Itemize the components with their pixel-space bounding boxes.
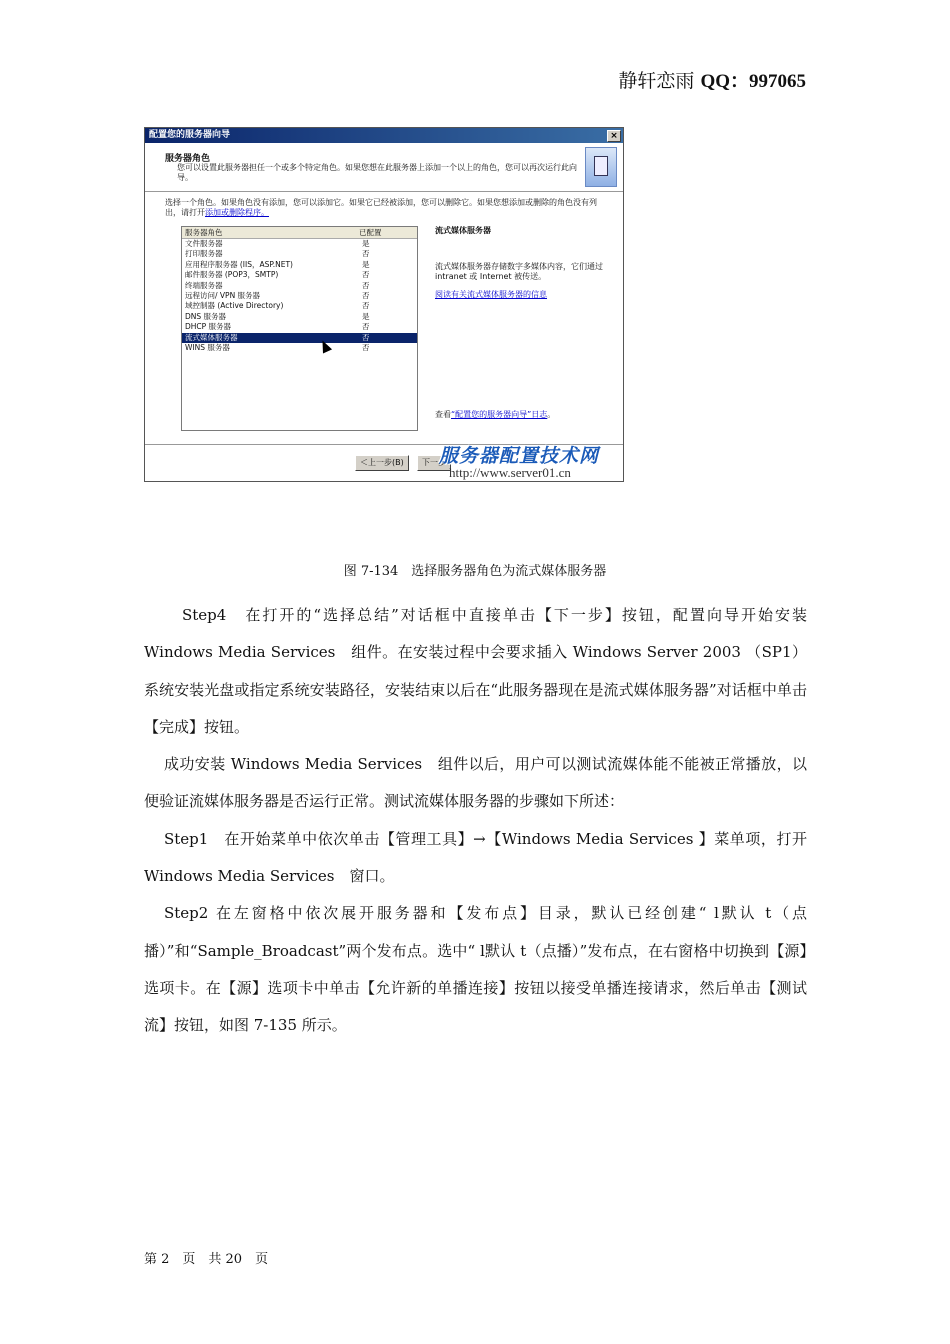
- column-role[interactable]: 服务器角色: [185, 228, 223, 237]
- close-icon[interactable]: ×: [607, 130, 621, 142]
- header-name: 静轩恋雨: [618, 70, 695, 92]
- role-name: 终端服务器: [185, 280, 223, 290]
- instruction-text: [165, 198, 605, 218]
- wizard-screenshot: [144, 127, 624, 482]
- list-item[interactable]: [182, 291, 417, 301]
- server-wizard-icon: [585, 147, 617, 187]
- add-remove-programs-link[interactable]: 添加或删除程序。: [205, 208, 269, 217]
- window-titlebar: [145, 128, 623, 143]
- watermark-url: http://www.server01.cn: [449, 465, 571, 480]
- paragraph: Step1 在开始菜单中依次单击【管理工具】→【Windows Media Services 】菜单项，打开 Windows Media Services 窗口。: [144, 829, 807, 886]
- list-item[interactable]: [182, 270, 417, 280]
- roles-list[interactable]: [181, 226, 418, 431]
- list-item[interactable]: [182, 301, 417, 311]
- back-button[interactable]: ＜上一步(B): [355, 455, 409, 471]
- panel-title: 流式媒体服务器: [435, 226, 491, 235]
- log-prefix: 查看: [435, 410, 451, 419]
- role-name: DNS 服务器: [185, 311, 227, 321]
- role-configured: 否: [362, 342, 370, 352]
- figure-caption: 图 7-134 选择服务器角色为流式媒体服务器: [343, 564, 607, 579]
- paragraph: Step4 在打开的“选择总结”对话框中直接单击【下一步】按钮，配置向导开始安装 Windows Media Services 组件。在安装过程中会要求插入 Windows Server 2003 （SP1）系统安装光盘或指定系统安装路径，安装结束以后在“此服务器现在是流式媒体服务器”对话框中单击【完成】按钮。: [144, 606, 807, 736]
- page-header: [618, 66, 806, 93]
- paragraph: 成功安装 Windows Media Services 组件以后，用户可以测试流媒体能不能被正常播放，以便验证流媒体服务器是否运行正常。测试流媒体服务器的步骤如下所述：: [144, 755, 807, 811]
- role-configured: 否: [362, 249, 370, 259]
- section-title: 服务器角色: [165, 154, 211, 164]
- list-item[interactable]: [182, 260, 417, 270]
- role-name: 域控制器 (Active Directory): [185, 301, 284, 311]
- role-configured: 否: [362, 332, 370, 342]
- role-name: 文件服务器: [185, 239, 223, 248]
- next-button[interactable]: 下一步: [417, 455, 451, 471]
- role-configured: 否: [362, 301, 370, 311]
- list-header: [182, 227, 417, 239]
- role-configured: 是: [362, 311, 370, 321]
- log-text: [435, 410, 605, 420]
- role-name: 打印服务器: [185, 249, 223, 259]
- header-qq: QQ：997065: [700, 71, 806, 92]
- log-suffix: 。: [547, 410, 556, 419]
- list-item-selected[interactable]: [182, 333, 417, 343]
- list-item[interactable]: [182, 239, 417, 249]
- list-item[interactable]: [182, 343, 417, 353]
- list-item[interactable]: [182, 322, 417, 332]
- body-text: [144, 597, 807, 1045]
- wizard-log-link[interactable]: “配置您的服务器向导”日志: [451, 410, 548, 419]
- list-item[interactable]: [182, 281, 417, 291]
- watermark-title: 服务器配置技术网: [439, 445, 600, 467]
- role-name: 远程访问/ VPN 服务器: [185, 290, 261, 300]
- page-footer: 第 2 页 共 20 页: [144, 1252, 269, 1267]
- list-item[interactable]: [182, 312, 417, 322]
- role-configured: 是: [362, 259, 370, 269]
- role-name: DHCP 服务器: [185, 322, 232, 332]
- section-description: 您可以设置此服务器担任一个或多个特定角色。如果您想在此服务器上添加一个以上的角色，您可以再次运行此向导。: [177, 163, 577, 182]
- role-info-panel: [435, 226, 605, 300]
- role-configured: 是: [362, 239, 370, 248]
- window-title: 配置您的服务器向导: [149, 130, 231, 140]
- read-more-link[interactable]: 阅读有关流式媒体服务器的信息: [435, 290, 547, 299]
- column-configured[interactable]: 已配置: [359, 228, 382, 237]
- role-configured: 否: [362, 270, 370, 280]
- role-configured: 否: [362, 290, 370, 300]
- paragraph: Step2 在左窗格中依次展开服务器和【发布点】目录，默认已经创建“ l默认 t（点播）”和“Sample_Broadcast”两个发布点。选中“ l默认 t（点播）”发布点，在右窗格中切换到【源】选项卡。在【源】选项卡中单击【允许新的单播连接】按钮以接受单播连接请求，然后单击【测试流】按钮，如图 7-135 所示。: [144, 904, 807, 1035]
- list-item[interactable]: [182, 249, 417, 259]
- role-name: 流式媒体服务器: [185, 332, 238, 342]
- role-configured: 否: [362, 322, 370, 332]
- instruction: 选择一个角色。如果角色没有添加，您可以添加它。如果它已经被添加，您可以删除它。如果您想添加或删除的角色没有列出，请打开: [165, 198, 597, 217]
- wizard-header: [145, 143, 623, 192]
- role-name: 邮件服务器 (POP3，SMTP): [185, 270, 279, 280]
- role-name: WINS 服务器: [185, 342, 230, 352]
- panel-description: 流式媒体服务器存储数字多媒体内容，它们通过 intranet 或 Internet 被传送。: [435, 262, 603, 281]
- role-configured: 否: [362, 280, 370, 290]
- role-name: 应用程序服务器 (IIS，ASP.NET): [185, 259, 293, 269]
